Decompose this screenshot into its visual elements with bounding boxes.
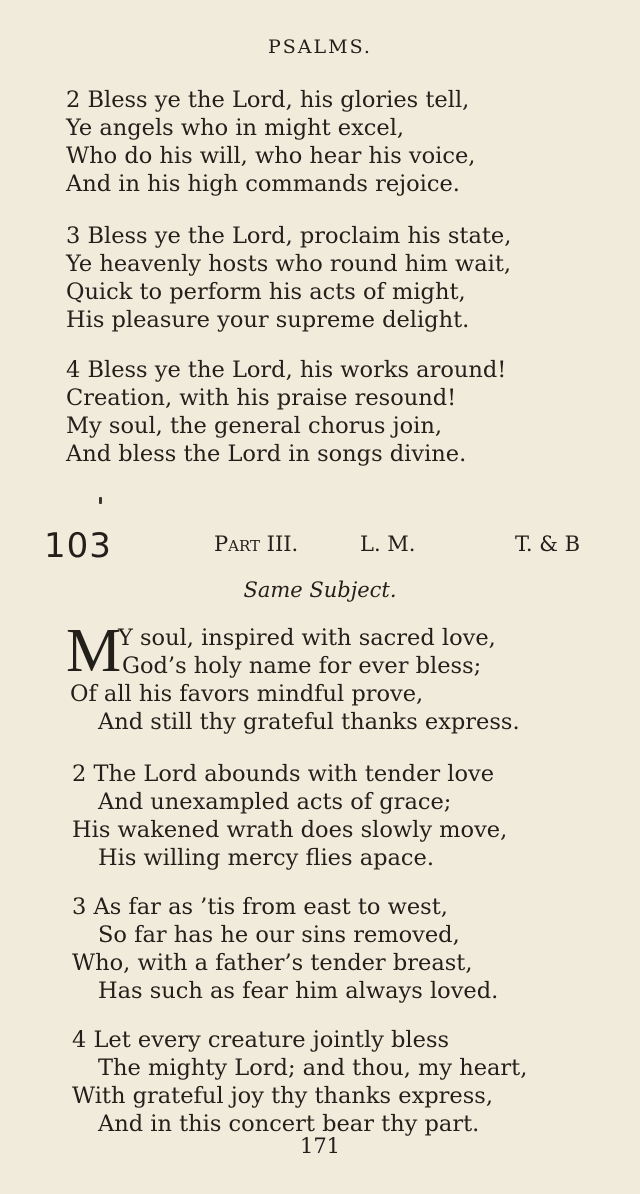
ink-speck (99, 497, 102, 504)
stanza-line: Of all his favors mindful prove, (70, 681, 424, 707)
stanza-line: With grateful joy thy thanks express, (72, 1083, 493, 1109)
stanza-line: Y soul, inspired with sacred love, (118, 625, 496, 651)
stanza-line: My soul, the general chorus join, (66, 413, 442, 439)
stanza-line: And still thy grateful thanks express. (98, 709, 520, 735)
stanza-line: Creation, with his praise resound! (66, 385, 457, 411)
page-number: 171 (299, 1134, 341, 1158)
stanza-line: Who do his will, who hear his voice, (66, 143, 476, 169)
stanza-line: Ye heavenly hosts who round him wait, (66, 251, 512, 277)
hymn-number: 103 (44, 526, 112, 566)
stanza-line: Has such as fear him always loved. (98, 978, 499, 1004)
stanza-line: So far has he our sins removed, (98, 922, 460, 948)
stanza-line: And in his high commands rejoice. (66, 171, 460, 197)
stanza-line: His pleasure your supreme delight. (66, 307, 470, 333)
hymn-meter: L. M. (360, 532, 416, 556)
stanza-line: God’s holy name for ever bless; (122, 653, 482, 679)
stanza-line: And in this concert bear thy part. (98, 1111, 480, 1137)
stanza-line: 4 Let every creature jointly bless (72, 1027, 450, 1053)
stanza-line: His wakened wrath does slowly move, (72, 817, 508, 843)
stanza-line: 4 Bless ye the Lord, his works around! (66, 357, 507, 383)
stanza-line: Quick to perform his acts of might, (66, 279, 466, 305)
hymn-subject: Same Subject. (243, 578, 397, 602)
drop-cap: M (66, 617, 122, 685)
stanza-line: 2 Bless ye the Lord, his glories tell, (66, 87, 470, 113)
stanza-line: The mighty Lord; and thou, my heart, (98, 1055, 528, 1081)
stanza-line: His willing mercy flies apace. (98, 845, 434, 871)
stanza-line: And unexampled acts of grace; (98, 789, 452, 815)
hymn-header (0, 526, 640, 566)
stanza-line: 3 As far as ’tis from east to west, (72, 894, 448, 920)
hymn-tune: T. & B (515, 532, 581, 556)
stanza-line: And bless the Lord in songs divine. (66, 441, 467, 467)
stanza-line: Ye angels who in might excel, (66, 115, 405, 141)
stanza-line: 3 Bless ye the Lord, proclaim his state, (66, 223, 512, 249)
hymn-part: Part III. (214, 532, 299, 556)
running-head: PSALMS. (268, 36, 372, 58)
stanza-line: Who, with a father’s tender breast, (72, 950, 473, 976)
stanza-line: 2 The Lord abounds with tender love (72, 761, 495, 787)
